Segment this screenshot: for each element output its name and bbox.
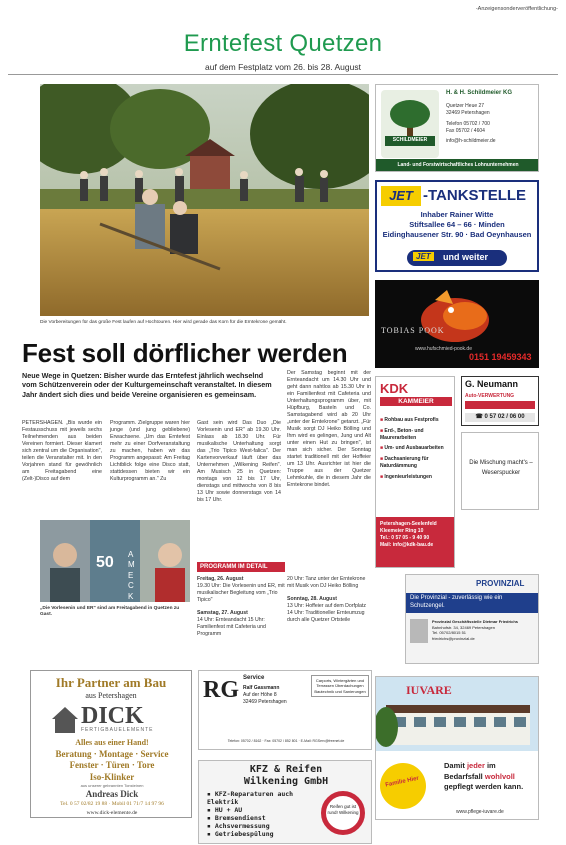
article-column-3: Gast sein wird Das Duo „Die Vorlesenin und ER" ab 19.30 Uhr. Einlass ab 18.30 Uhr. Für musikalische Unterhaltung sorgt das „Trio Tipico West-falica". Der Kartenvorverkauf läuft über das Unternehmen „Wilkening Reifen". Am Musisch 25 in Quetzen: montags von 12 bis 17 Uhr, dienstags und mittwochs von 8 bis 13 Uhr sowie donnerstags von 14 bis 17 Uhr. [197, 420, 281, 503]
schildmeier-fax: 05702 / 4604 [455, 127, 485, 134]
iuvare-badge: Familie Hier [376, 759, 431, 814]
building-illustration [376, 677, 539, 751]
jet-slogan: und weiter [443, 252, 489, 262]
fax-label: Fax [446, 127, 455, 134]
ad-notice: -Anzeigensonderveröffentlichung- [475, 6, 558, 12]
kdk-item: Rohbau aus Festprofis [384, 417, 439, 423]
provinzial-address: Bahnhofstr. 34, 32469 Petershagen [432, 624, 495, 630]
rg-contact[interactable]: Telefon: 05702 / 8162 · Fax: 05702 / 852 801 · E-Mail: RGServ@freenet.de [227, 739, 345, 743]
jet-address-2: Eidinghausener Str. 90 · Bad Oeynhausen [382, 230, 532, 240]
wilkening-item: ▪ HU + AU [207, 805, 243, 814]
ad-neumann[interactable] [461, 376, 539, 426]
schedule-text: 20 Uhr: Tanz unter der Erntekrone mit Musik von DJ Heiko Bölling [287, 576, 366, 589]
schedule-day: Sonntag, 28. August [287, 595, 337, 602]
article-column-1: PETERSHAGEN. „Bis wurde ein Festausschuss mit jeweils sechs Teilnehmenden aus beiden Vereinen formiert. Dieser klamert sich zentral um die Organisation", teilen die Veranstalter mit. In den Vorjahren stand für gewöhnlich am Freitagabend eine (Zelt-)Disco auf dem [22, 420, 102, 482]
duo-caption: „Die Vorlesenin und ER" sind am Freitagabend in Quetzen zu Gast. [40, 606, 180, 617]
iuvare-claim [444, 761, 539, 793]
dick-sub: aus Petershagen [85, 691, 137, 700]
kdk-phone[interactable]: Tel.: 0 57 05 - 9 40 90 [380, 535, 430, 541]
ad-schildmeier[interactable] [375, 84, 539, 172]
pook-url[interactable]: www.hufschmied-pook.de [415, 346, 472, 352]
schildmeier-footer: Land- und Forstwirtschaftliches Lohnunternehmen [376, 159, 539, 171]
rg-address [243, 685, 287, 705]
kdk-item: Erd-, Beton- und Maurerarbeiten [380, 427, 424, 441]
ad-iuvare[interactable] [375, 676, 539, 820]
article-intro: Neue Wege in Quetzen: Bisher wurde das Erntefest jährlich wechselnd vom Schützenverein oder der Kulturgemeinschaft veranstaltet. In diesem Jahr ändert sich dies und beide Vereine organisieren es gemeinsam. [22, 371, 272, 399]
iuvare-photo [376, 677, 539, 751]
jet-owner: Inhaber Rainer Witte [420, 210, 494, 219]
ad-wilkening[interactable] [198, 760, 372, 844]
wilkening-title: KFZ & Reifen [249, 764, 323, 775]
dick-phone[interactable]: Tel. 0 57 02/82 19 88 · Mobil 01 71/7 14 97 96 [60, 801, 164, 807]
jet-info [377, 210, 537, 240]
iuvare-text: Damit [444, 761, 465, 770]
wilkening-title-2: Wilkening GmbH [243, 776, 329, 787]
iuvare-text: gepflegt werden kann. [444, 782, 524, 791]
neumann-bar [465, 401, 535, 409]
provinzial-brand: PROVINZIAL [476, 579, 525, 588]
jet-title: -TANKSTELLE [423, 187, 527, 204]
article-headline: Fest soll dörflicher werden [22, 338, 348, 368]
schildmeier-company: H. & H. Schildmeier KG [446, 90, 513, 96]
jet-address-1: Stiftsallee 64 – 66 · Minden [409, 220, 505, 230]
wilkening-item: ▪ KFZ-Reparaturen auch Elektrik [207, 790, 294, 806]
pook-name: TOBIAS POOK [381, 326, 445, 335]
schedule-day: Freitag, 26. August [197, 576, 244, 582]
neumann-name: G. Neumann [465, 379, 519, 389]
schedule-right [287, 576, 371, 624]
iuvare-brand: IUVARE [406, 683, 452, 697]
dick-headline: Ihr Partner am Bau [55, 675, 167, 690]
photo-caption: Die Vorbereitungen für das große Fest laufen auf Hochtouren. Hier wird gerade das Korn für die Erntekrone gemäht. [40, 320, 287, 325]
dick-logo [51, 705, 171, 735]
dick-web[interactable]: www.dick-elemente.de [86, 810, 138, 816]
dick-services [31, 749, 192, 783]
schildmeier-phone: 05702 / 700 [463, 120, 490, 127]
provinzial-email[interactable]: friedrichs@provinzial.de [432, 635, 475, 641]
dick-logo-text: DICK [81, 703, 144, 729]
kdk-name: KAMMEIER [380, 397, 452, 406]
wilkening-services [207, 791, 317, 839]
provinzial-agent: Provinzial Geschäftsstelle Dietmar Friedrichs [432, 619, 519, 624]
schedule-text: 19.30 Uhr: Die Vorlesenin und ER, mit musikalischer Begleitung vom „Trio Tipico" [197, 582, 285, 603]
ad-dick[interactable] [30, 670, 192, 818]
rg-city: 32469 Petershagen [243, 698, 287, 705]
kdk-contact [376, 517, 455, 568]
dick-claim: Alles aus einer Hand! [75, 738, 149, 747]
kdk-item: Dachsanierung für Naturdämmung [380, 456, 429, 469]
rg-services: Carports, Wintergärten und Terrassen Überdachungen Bautechnik und Sanierungen [311, 675, 369, 697]
iuvare-text: Bedarfsfall [444, 771, 483, 781]
article-column-4: Der Samstag beginnt mit der Ernteandacht um 14.30 Uhr und geht dann nahtlos ab 15.30 Uhr in ein Familienfest mit Cafeteria und Unterhaltungsprogramm über, mit Hüpfburg, Basteln und Co. Samstagabend wird ab 20 Uhr „unter der Erntekrone" getanzt. „Für Musik sorgt DJ Heiko Bölling und Ihm wird es gelingen, Jung und Alt unter einen Hut zu bringen", ist man sich sicher. Der Sonntag startet traditionell mit der Hoffeier um 13 Uhr. Ausrichter ist hier die Truppe aus der Quetzer Lehmkuhle, die in diesem Jahr die Erntekrone bindet. [287, 370, 371, 488]
harvest-illustration [40, 84, 369, 316]
ad-rg-service[interactable] [198, 670, 372, 750]
harvest-photo [40, 84, 369, 316]
divider [8, 74, 558, 75]
rg-title: Service [243, 675, 265, 681]
page-subtitle: auf dem Festplatz vom 26. bis 28. August [205, 62, 361, 72]
house-icon [51, 705, 79, 735]
wilkening-item: ▪ Bremsendienst [207, 813, 266, 822]
article-column-2: Programm. Zielgruppe waren hier junge (und jung gebliebene) Erwachsene. „Um das Erntefest mehr zu einer Dorfveranstaltung zu machen, haben wir das Programm angepasst: Am Freitag Lichtblick folge eine Disco statt, stattdessen bieten wir ein Kulturprogramm an." Zu [110, 420, 190, 482]
jet-logo: JET [381, 186, 421, 206]
rg-logo: RG [203, 677, 239, 703]
door-sign: AM ECK [128, 550, 135, 601]
pook-phone[interactable]: 0151 19459343 [469, 352, 532, 362]
iuvare-accent: wohlvoll [484, 771, 515, 781]
page-title: Erntefest Quetzen [183, 30, 383, 57]
tree-icon [381, 90, 439, 158]
dick-logo-sub: FERTIGBAUELEMENTE [81, 727, 154, 733]
kdk-address: Petershagen-Seelenfeld Kleemeier Ring 10 [380, 521, 437, 534]
ad-pook[interactable] [375, 280, 539, 368]
dick-service: Iso-Klinker [89, 771, 135, 782]
schedule-text: 14 Uhr: Ernteandacht 15 Uhr: Familienfest mit Cafeteria und Programm [197, 616, 266, 637]
dick-service: Beratung · Montage · Service [55, 749, 169, 759]
schildmeier-logo-text: SCHILDMEIER [392, 137, 428, 143]
neumann-sub: Auto-VERWERTUNG [465, 393, 515, 399]
ad-weserspucker[interactable] [461, 432, 539, 510]
kdk-item: Ingenieurleistungen [384, 473, 432, 480]
schildmeier-logo [381, 90, 439, 158]
phone-label: Telefon [446, 120, 463, 127]
provinzial-phone[interactable]: Tel. 05702/8015 51 [432, 630, 467, 636]
kdk-item: Um- und Ausbauarbeiten [384, 445, 444, 452]
schedule-left [197, 576, 285, 638]
schedule-day: Samstag, 27. August [197, 609, 248, 616]
kdk-email[interactable]: Mail: info@kdk-bau.de [380, 542, 434, 548]
schildmeier-address [446, 103, 496, 145]
wilkening-badge: Reifen gut ist rund! Wilkening [321, 791, 365, 835]
jet-small-logo: JET [413, 252, 434, 261]
wilkening-item: ▪ Achsvermessung [207, 821, 270, 830]
ad-kdk[interactable] [375, 376, 455, 568]
rg-street: Auf der Höhe 8 [243, 691, 277, 698]
kdk-logo: KDK [380, 381, 409, 396]
duo-photo [40, 520, 190, 602]
ad-provinzial[interactable] [405, 574, 539, 664]
schildmeier-email[interactable]: info@h-schildmeier.de [446, 138, 496, 144]
schildmeier-city: 32469 Petershagen [446, 110, 490, 117]
agent-avatar [410, 619, 428, 643]
wilkening-item: ▪ Getriebespülung [207, 829, 274, 838]
dick-service: Fenster · Türen · Tore [69, 760, 155, 771]
iuvare-text: im [486, 761, 496, 770]
jet-slogan-bar [407, 250, 507, 266]
door-number: 50 [96, 554, 114, 571]
ad-jet[interactable] [375, 180, 539, 272]
schedule-text: 13 Uhr: Hoffeier auf dem Dorfplatz 14 Uhr: Traditioneller Ernteumzug durch alle Quetzer Ortsteile [287, 602, 366, 623]
iuvare-url[interactable]: www.pflege-iuvare.de [456, 809, 504, 815]
provinzial-contact [432, 619, 538, 641]
duo-illustration [40, 520, 190, 602]
schildmeier-street: Quetzer Heue 27 [446, 103, 485, 109]
kdk-list: ■ Rohbau aus Festprofis ■ Erd-, Beton- und Maurerarbeiten ■ Um- und Ausbauarbeiten ■ Dachsanierung für Naturdämmung ■ Ingenieurleistungen [380, 417, 444, 480]
dick-person: Andreas Dick [85, 789, 139, 799]
schedule-heading: PROGRAMM IM DETAIL [197, 562, 285, 572]
iuvare-accent: jeder [466, 761, 485, 770]
dick-small: aus unserer gebrannten Tonsteinen [80, 783, 144, 788]
provinzial-slogan: Die Provinzial - zuverlässig wie ein Schutzengel. [406, 593, 539, 613]
rg-name: Ralf Gassmann [243, 685, 280, 691]
neumann-tagline: Die Mischung macht's – Weserspucker [469, 460, 533, 476]
neumann-phone[interactable]: ☎ 0 57 02 / 06 00 [465, 413, 535, 422]
